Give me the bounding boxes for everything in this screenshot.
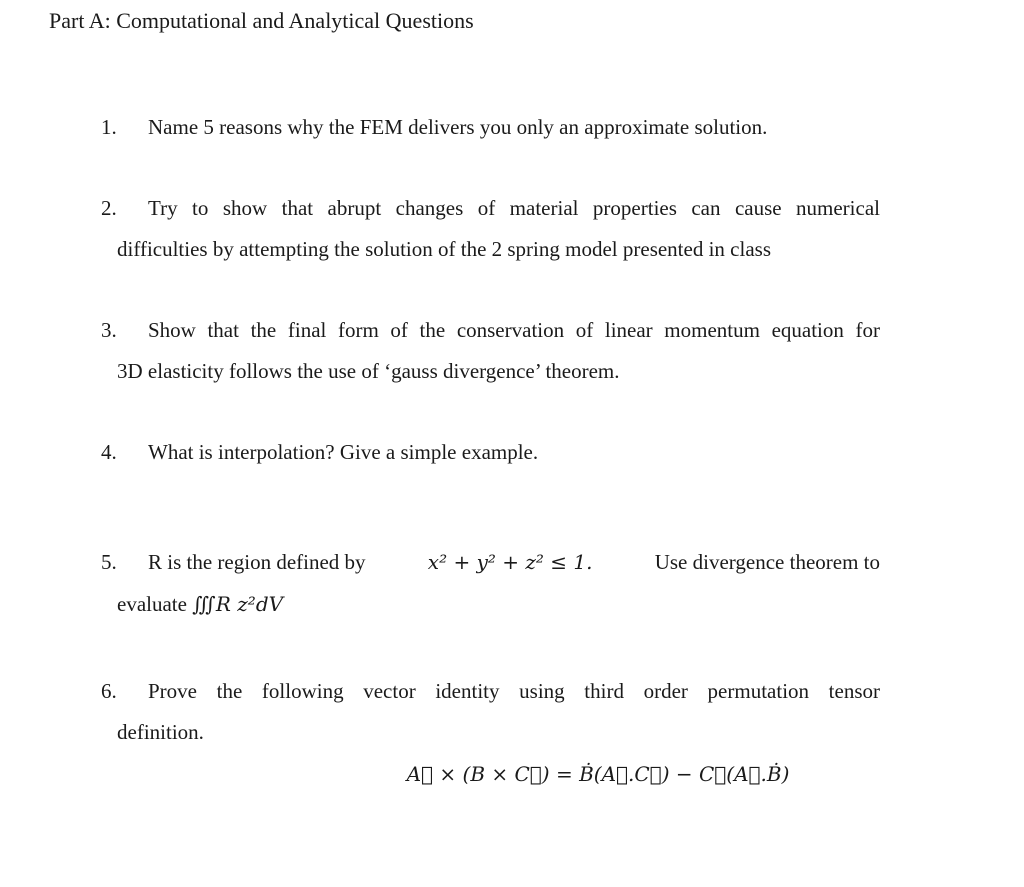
equation-region: x² + y² + z² ≤ 1.: [427, 550, 593, 574]
vector-identity-text: A⃗ × (B × C⃗) = Ḃ(A⃗.C⃗) − C⃗(A⃗.Ḃ): [406, 762, 790, 786]
question-text-line-2: difficulties by attempting the solution of the 2 spring model presented in class: [117, 237, 771, 261]
question-text: Name 5 reasons why the FEM delivers you only an approximate solution.: [148, 115, 768, 139]
vector-identity-equation: [0, 762, 1024, 786]
question-text-line-1: Show that the final form of the conservation of linear momentum equation for: [148, 318, 880, 342]
page-title: Part A: Computational and Analytical Questions: [49, 8, 474, 33]
question-text-line-1: [148, 550, 880, 575]
equation-integral: ∭R z²dV: [192, 592, 284, 616]
question-text-line-2: definition.: [117, 720, 204, 744]
question-text: What is interpolation? Give a simple example.: [148, 440, 539, 464]
question-text-post: Use divergence theorem to: [654, 550, 880, 574]
question-text-pre: evaluate: [117, 592, 187, 616]
question-number: 4.: [101, 440, 117, 464]
question-number: 5.: [101, 550, 117, 574]
question-text-line-2: [117, 592, 283, 617]
question-text-line-1: Try to show that abrupt changes of material properties can cause numerical: [148, 196, 880, 220]
question-text-line-1: Prove the following vector identity using third order permutation tensor: [148, 679, 880, 703]
question-text-pre: R is the region defined by: [148, 550, 366, 574]
question-number: 2.: [101, 196, 117, 220]
question-text-line-2: 3D elasticity follows the use of ‘gauss divergence’ theorem.: [117, 359, 620, 383]
question-number: 6.: [101, 679, 117, 703]
question-number: 1.: [101, 115, 117, 139]
question-number: 3.: [101, 318, 117, 342]
